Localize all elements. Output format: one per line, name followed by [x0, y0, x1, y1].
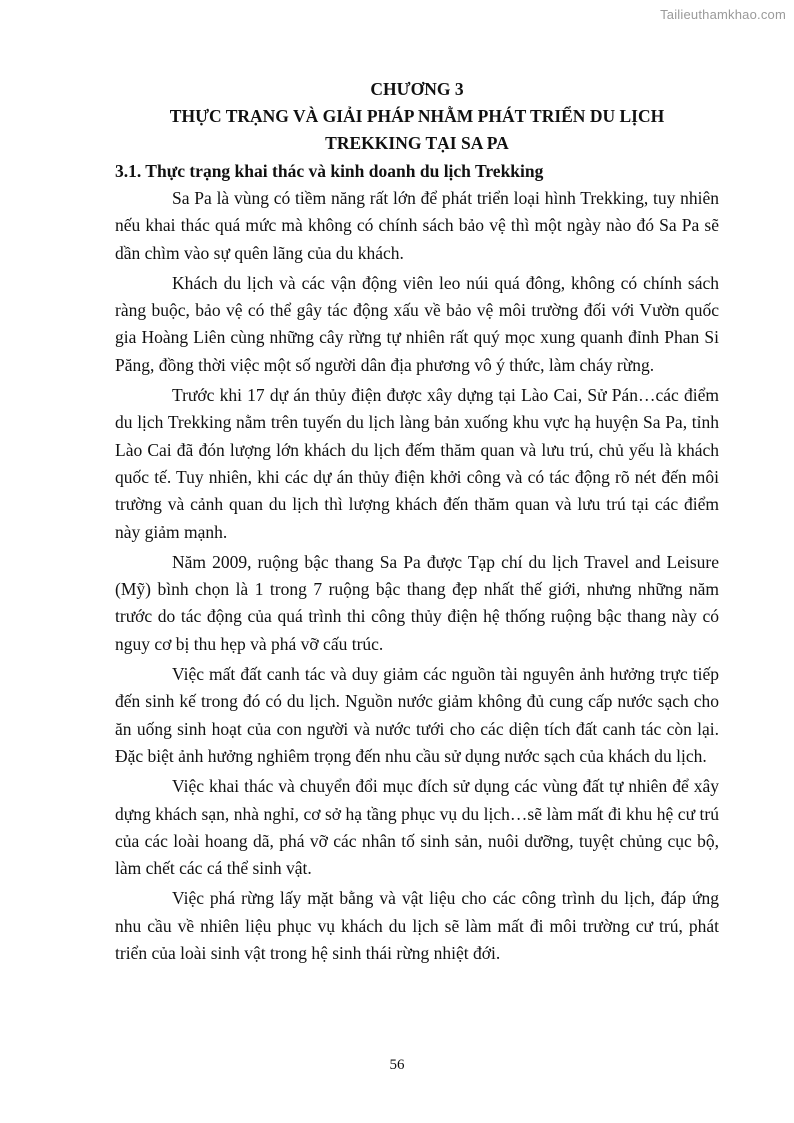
- paragraph: Việc khai thác và chuyển đổi mục đích sử dụng các vùng đất tự nhiên để xây dựng khách sạn, nhà nghỉ, cơ sở hạ tầng phục vụ du lịch…sẽ làm mất đi khu hệ cư trú của các loài hoang dã, phá vỡ các nhân tố sinh sản, nuôi dưỡng, tuyệt chủng cục bộ, làm chết các cá thể sinh vật.: [115, 776, 719, 879]
- section-heading: 3.1. Thực trạng khai thác và kinh doanh du lịch Trekking: [115, 161, 544, 181]
- chapter-number: CHƯƠNG 3: [370, 79, 464, 99]
- chapter-title-line-2: TREKKING TẠI SA PA: [325, 133, 509, 153]
- paragraph: Sa Pa là vùng có tiềm năng rất lớn để phát triển loại hình Trekking, tuy nhiên nếu khai thác quá mức mà không có chính sách bảo vệ thì một ngày nào đó Sa Pa sẽ dần chìm vào sự quên lãng của du khách.: [115, 188, 719, 263]
- chapter-title-line-1: THỰC TRẠNG VÀ GIẢI PHÁP NHẰM PHÁT TRIỂN DU LỊCH: [169, 106, 665, 126]
- page-number: 56: [389, 1057, 405, 1073]
- paragraph: Việc phá rừng lấy mặt bằng và vật liệu cho các công trình du lịch, đáp ứng nhu cầu về nhiên liệu phục vụ khách du lịch sẽ làm mất đi môi trường cư trú, phát triển của loài sinh vật trong hệ sinh thái rừng nhiệt đới.: [115, 888, 719, 964]
- paragraph: Năm 2009, ruộng bậc thang Sa Pa được Tạp chí du lịch Travel and Leisure (Mỹ) bình chọn là 1 trong 7 ruộng bậc thang đẹp nhất thế giới, nhưng những năm trước do tác động của quá trình thi công thủy điện hệ thống ruộng bậc thang này có nguy cơ bị thu hẹp và phá vỡ cấu trúc.: [115, 551, 719, 654]
- paragraph: Khách du lịch và các vận động viên leo núi quá đông, không có chính sách ràng buộc, bảo vệ có thể gây tác động xấu về bảo vệ môi trường đối với Vườn quốc gia Hoàng Liên cùng những cây rừng tự nhiên rất quý mọc xung quanh đỉnh Phan Si Păng, đồng thời việc một số người dân địa phương vô ý thức, làm cháy rừng.: [115, 272, 719, 375]
- watermark-text: Tailieuthamkhao.com: [660, 7, 786, 22]
- chapter-heading: [115, 76, 719, 157]
- paragraph: Việc mất đất canh tác và duy giảm các nguồn tài nguyên ảnh hưởng trực tiếp đến sinh kế trong đó có du lịch. Nguồn nước giảm không đủ cung cấp nước sạch cho ăn uống sinh hoạt của con người và nước tưới cho các diện tích đất canh tác còn lại. Đặc biệt ảnh hưởng nghiêm trọng đến nhu cầu sử dụng nước sạch của khách du lịch.: [115, 664, 719, 766]
- document-page: [115, 76, 719, 967]
- paragraph: Trước khi 17 dự án thủy điện được xây dựng tại Lào Cai, Sử Pán…các điểm du lịch Trekking nằm trên tuyến du lịch làng bản xuống khu vực hạ huyện Sa Pa, tỉnh Lào Cai đã đón lượng lớn khách du lịch đếm thăm quan và lưu trú, chủ yếu là khách quốc tế. Tuy nhiên, khi các dự án thủy điện khởi công và có tác động rõ nét đến môi trường và cảnh quan du lịch thì lượng khách đến thăm quan và lưu trú tại các điểm này giảm mạnh.: [115, 385, 719, 542]
